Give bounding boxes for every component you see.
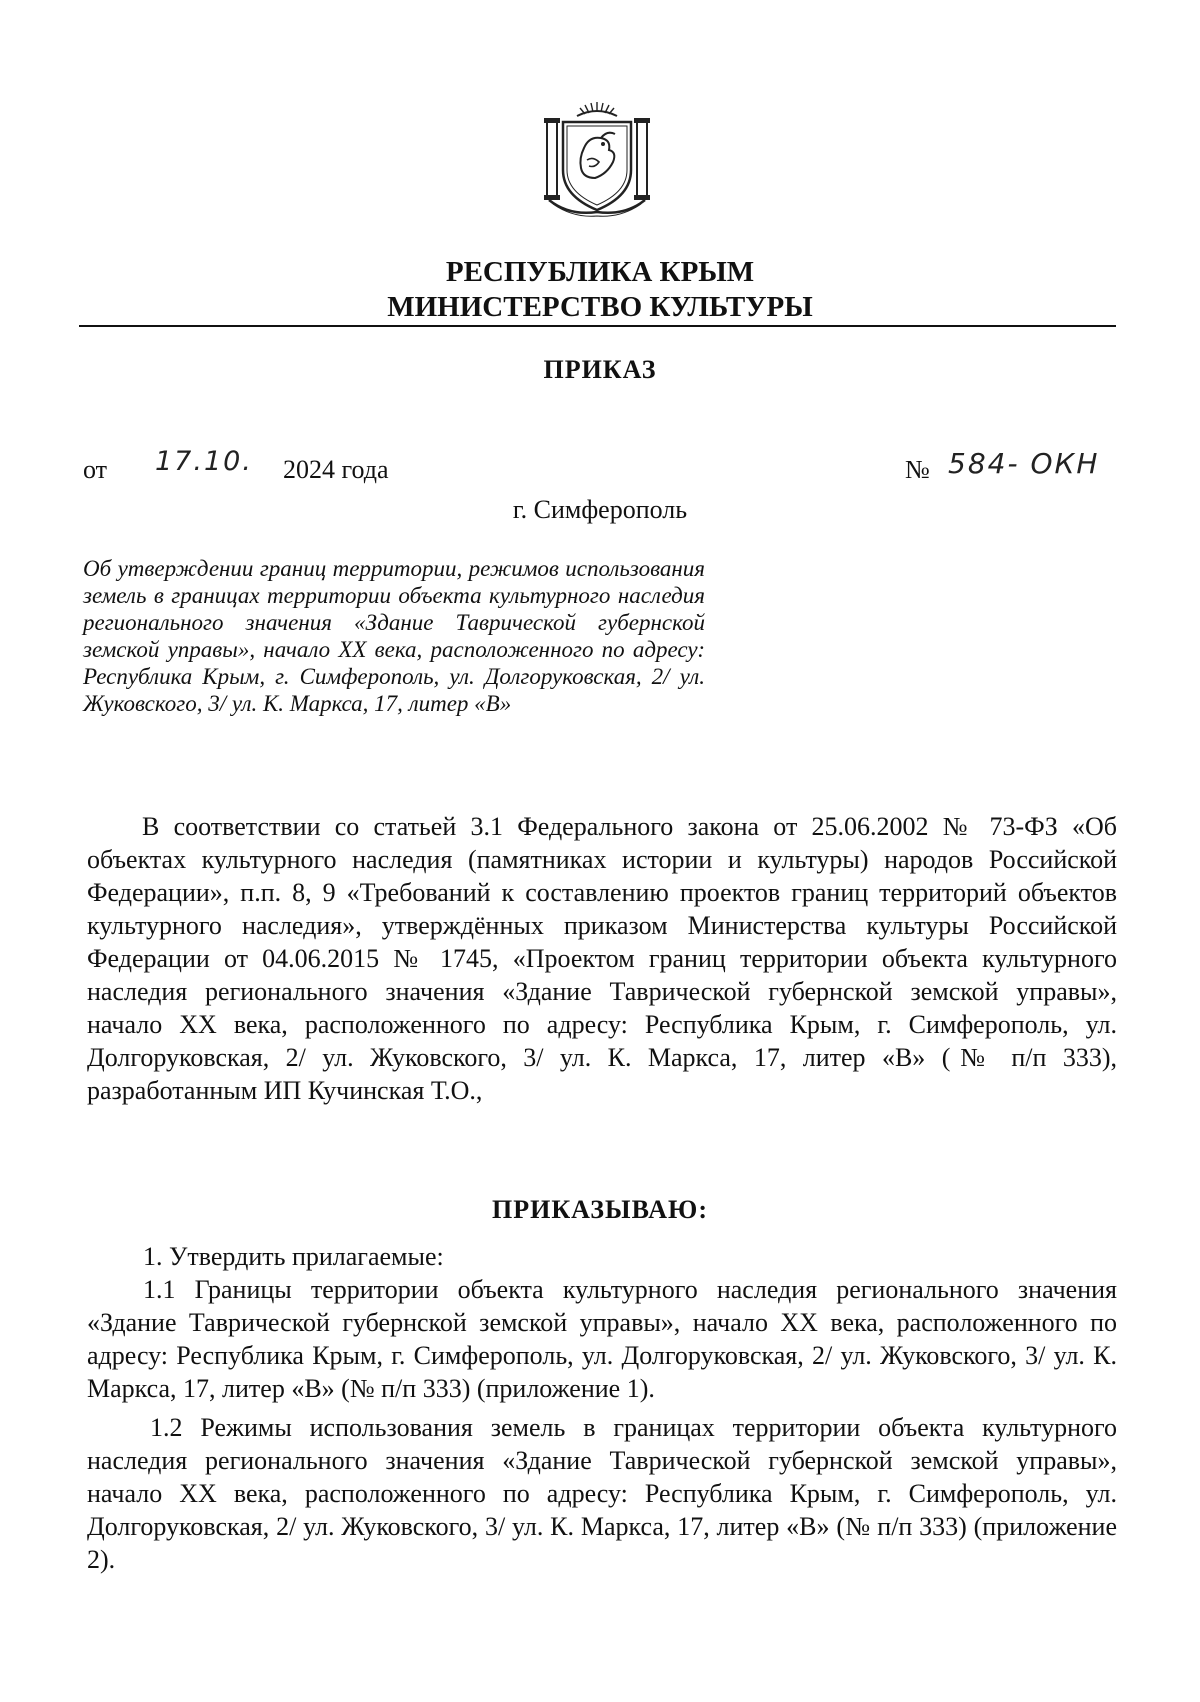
order-items xyxy=(87,1240,1117,1576)
document-subject: Об утверждении границ территории, режимов использования земель в границах территории объекта культурного наследия регионального значения «Здание Таврической губернской земской управы», начало XX века, расположенного по адресу: Республика Крым, г. Симферополь, ул. Долгоруковская, 2/ ул. Жуковского, 3/ ул. К. Маркса, 17, литер «В» xyxy=(83,556,705,716)
header-divider xyxy=(79,325,1116,327)
order-item-1: 1. Утвердить прилагаемые: xyxy=(143,1242,444,1271)
org-name-line2: МИНИСТЕРСТВО КУЛЬТУРЫ xyxy=(387,291,813,323)
handwritten-date: 17.10. xyxy=(155,446,253,477)
order-item-1-2: 1.2 Режимы использования земель в границах территории объекта культурного наследия регионального значения «Здание Таврической губернской земской управы», начало XX века, расположенного по адресу: Республика Крым, г. Симферополь, ул. Долгоруковская, 2/ ул. Жуковского, 3/ ул. К. Маркса, 17, литер «В» (№ п/п 333) (приложение 2). xyxy=(87,1413,1117,1574)
org-name-line1: РЕСПУБЛИКА КРЫМ xyxy=(445,256,755,288)
number-sign: № xyxy=(905,455,930,484)
crimea-coat-of-arms-icon xyxy=(539,100,655,220)
order-heading: ПРИКАЗЫВАЮ: xyxy=(492,1195,708,1224)
handwritten-number: 584- ОКН xyxy=(948,447,1100,480)
order-item-1-1: 1.1 Границы территории объекта культурного наследия регионального значения «Здание Таврической губернской земской управы», начало XX века, расположенного по адресу: Республика Крым, г. Симферополь, ул. Долгоруковская, 2/ ул. Жуковского, 3/ ул. К. Маркса, 17, литер «В» (№ п/п 333) (приложение 1). xyxy=(87,1275,1117,1403)
document-city: г. Симферополь xyxy=(512,495,688,524)
document-type: ПРИКАЗ xyxy=(543,355,657,384)
date-prefix: от xyxy=(83,455,108,484)
basis-paragraph: В соответствии со статьей 3.1 Федерального закона от 25.06.2002 № 73-ФЗ «Об объектах культурного наследия (памятниках истории и культуры) народов Российской Федерации», п.п. 8, 9 «Требований к составлению проектов границ территорий объектов культурного наследия», утверждённых приказом Министерства культуры Российской Федерации от 04.06.2015 № 1745, «Проектом границ территории объекта культурного наследия регионального значения «Здание Таврической губернской земской управы», начало XX века, расположенного по адресу: Республика Крым, г. Симферополь, ул. Долгоруковская, 2/ ул. Жуковского, 3/ ул. К. Маркса, 17, литер «В» (№ п/п 333), разработанным ИП Кучинская Т.О., xyxy=(87,812,1117,1105)
date-year: 2024 года xyxy=(283,455,389,484)
